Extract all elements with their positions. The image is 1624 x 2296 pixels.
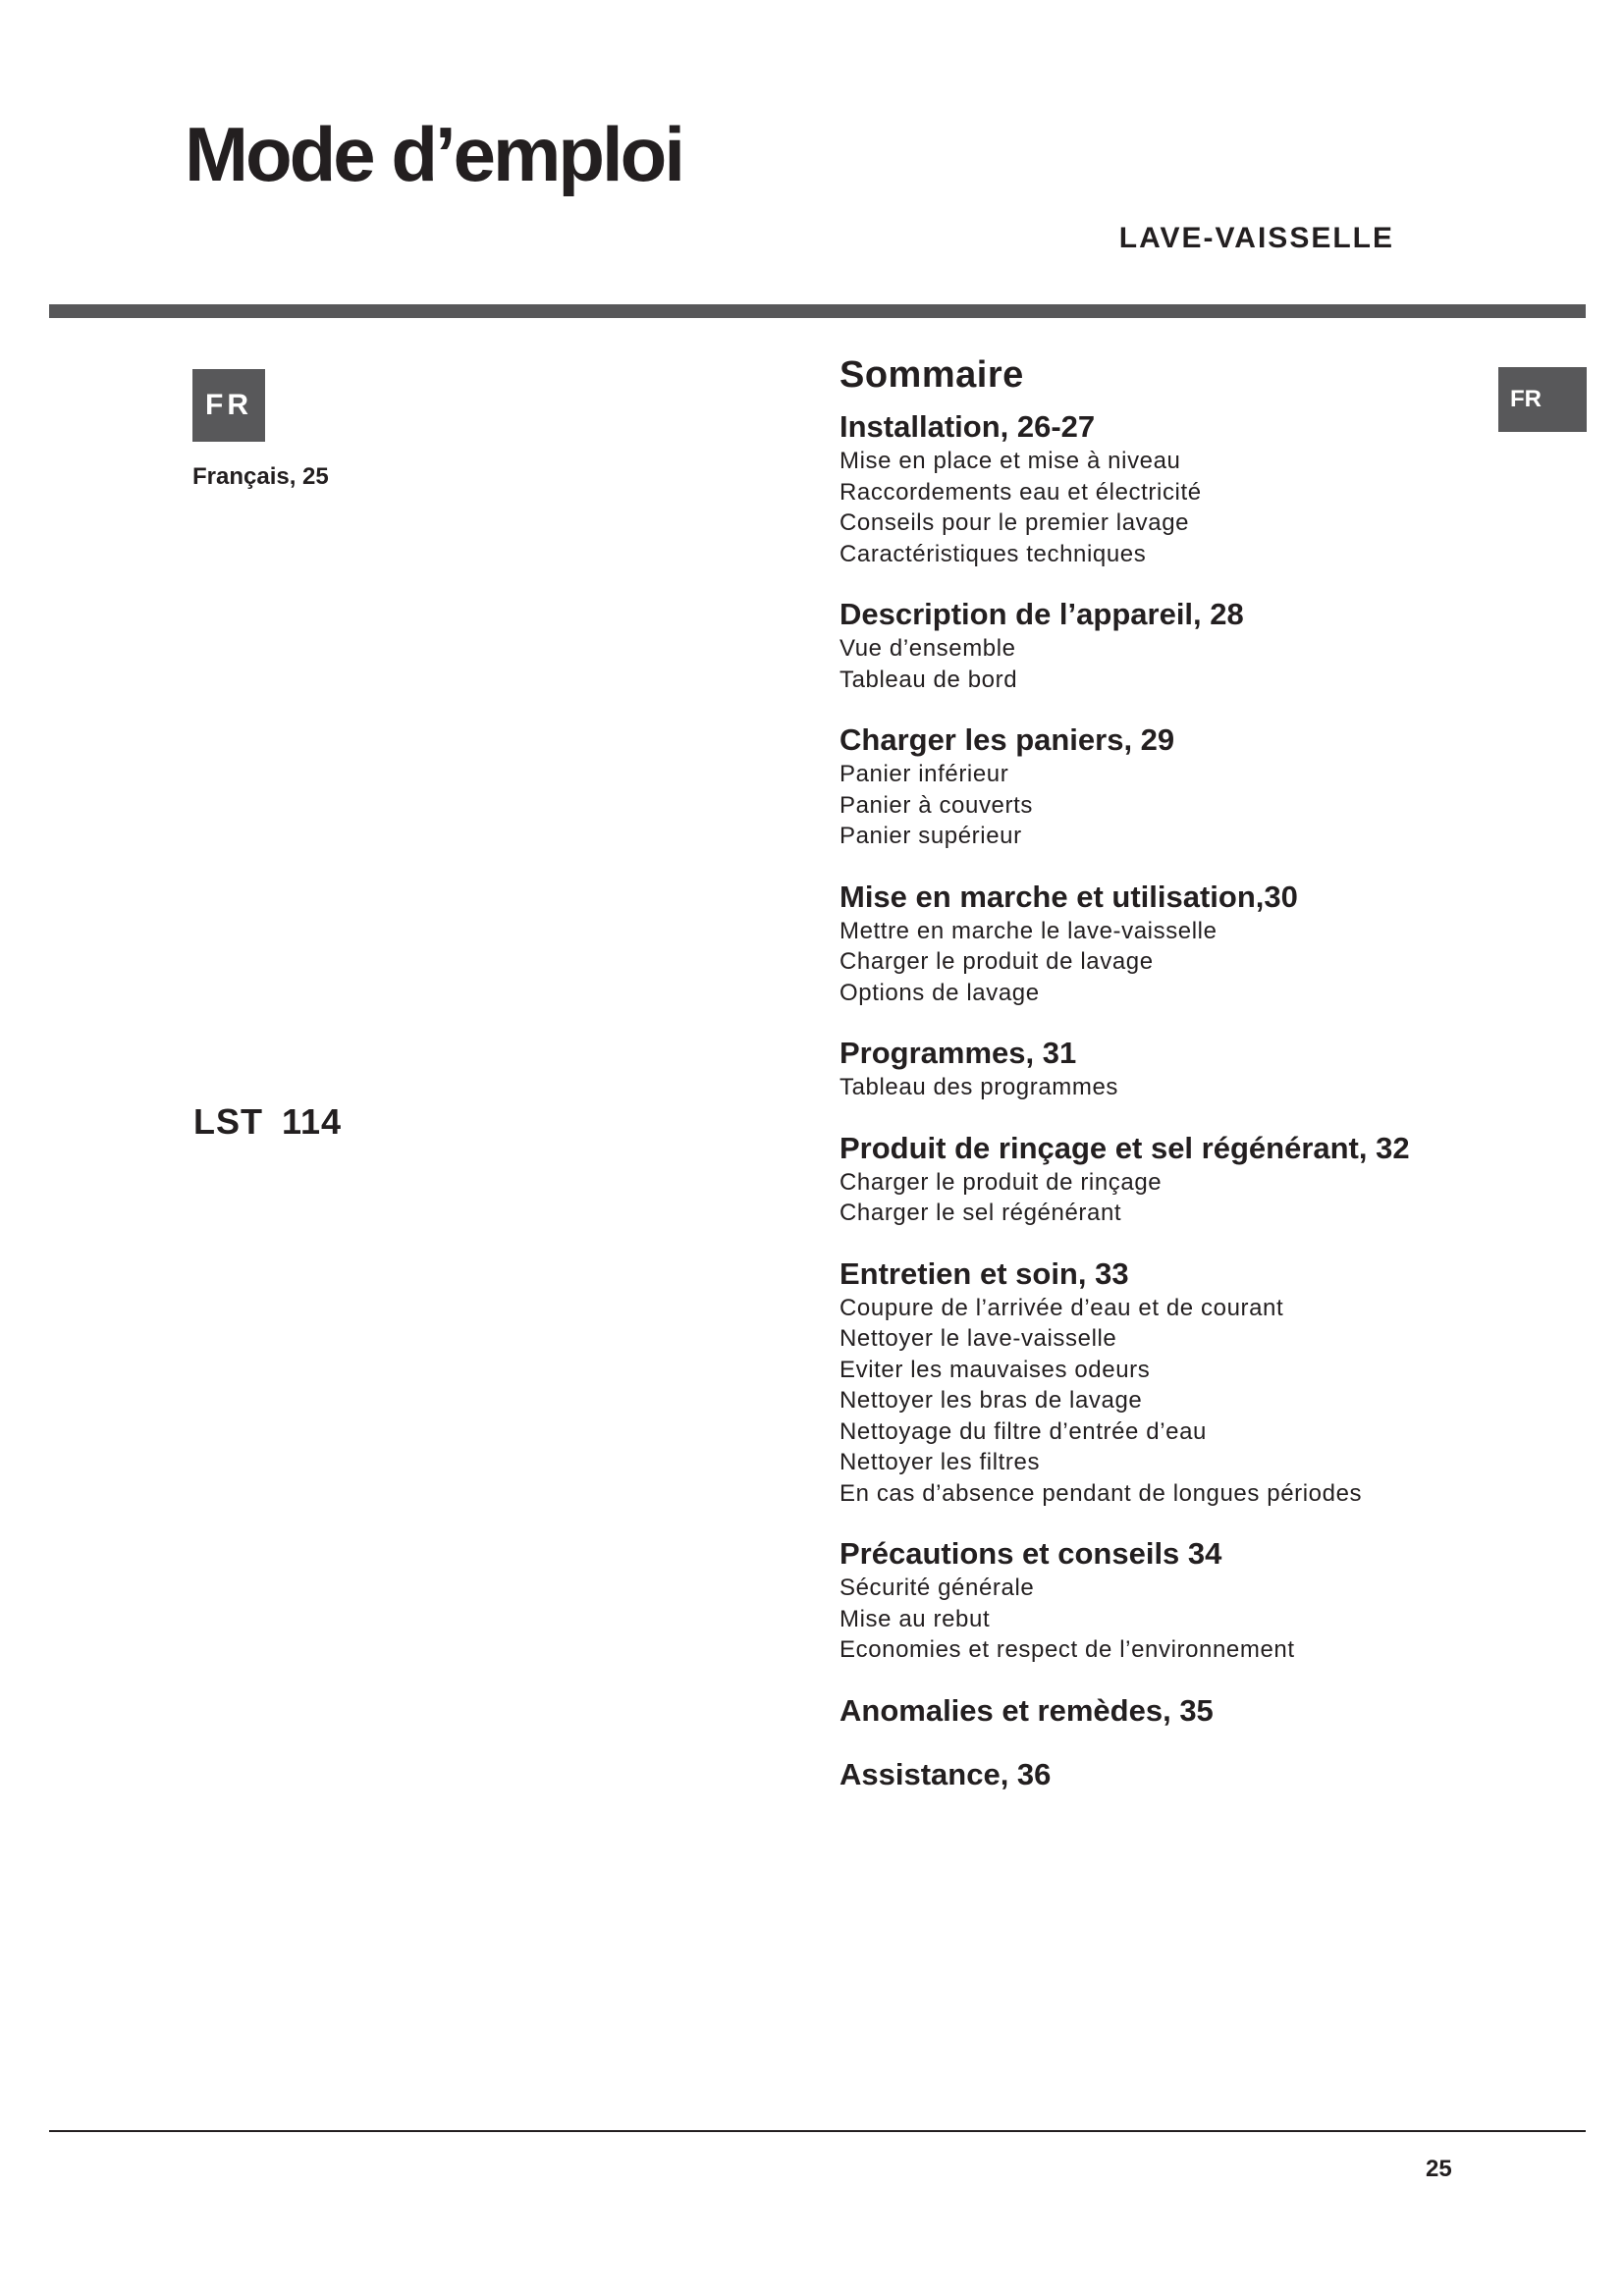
toc-item: Vue d’ensemble [839, 635, 1016, 662]
document-title: Mode d’emploi [185, 111, 682, 197]
toc-section [839, 1035, 1488, 1103]
toc-section [839, 1255, 1488, 1510]
toc-item: Nettoyer les filtres [839, 1449, 1041, 1475]
toc-section-list [839, 408, 1488, 1793]
toc-section [839, 408, 1488, 569]
header-divider [49, 304, 1586, 318]
toc-section [839, 596, 1488, 695]
page-number: 25 [1426, 2156, 1452, 2182]
toc-section [839, 1692, 1488, 1730]
toc-section [839, 1130, 1488, 1229]
toc-item: Conseils pour le premier lavage [839, 509, 1190, 536]
toc-item: En cas d’absence pendant de longues périodes [839, 1479, 1363, 1507]
toc-item: Panier inférieur [839, 761, 1009, 787]
toc-section [839, 1756, 1488, 1793]
language-badge: FR [192, 369, 265, 442]
footer-divider [49, 2130, 1586, 2132]
toc-section-title: Anomalies et remèdes, 35 [839, 1692, 1214, 1728]
toc-item: Panier à couverts [839, 791, 1033, 819]
toc-item: Caractéristiques techniques [839, 540, 1147, 567]
toc-section-title: Produit de rinçage et sel régénérant, 32 [839, 1130, 1410, 1165]
toc-item: Nettoyage du filtre d’entrée d’eau [839, 1417, 1207, 1445]
toc-item: Tableau de bord [839, 666, 1018, 693]
toc-item: Economies et respect de l’environnement [839, 1636, 1295, 1663]
toc-item: Mise en place et mise à niveau [839, 448, 1181, 474]
toc-section-title: Précautions et conseils 34 [839, 1536, 1222, 1571]
product-type-label: LAVE-VAISSELLE [1118, 222, 1394, 254]
toc-section-title: Mise en marche et utilisation,30 [839, 879, 1298, 914]
toc-item: Charger le produit de rinçage [839, 1168, 1163, 1196]
table-of-contents [839, 351, 1488, 1820]
model-number: LST 114 [193, 1101, 343, 1142]
toc-section-title: Charger les paniers, 29 [839, 722, 1175, 757]
language-side-tab: FR [1498, 367, 1587, 432]
toc-item: Charger le sel régénérant [839, 1200, 1122, 1226]
toc-section-title: Installation, 26-27 [839, 409, 1096, 444]
toc-item: Eviter les mauvaises odeurs [839, 1356, 1151, 1383]
toc-section [839, 1535, 1488, 1666]
toc-section-title: Assistance, 36 [839, 1756, 1052, 1791]
toc-item: Nettoyer le lave-vaisselle [839, 1325, 1117, 1352]
toc-item: Coupure de l’arrivée d’eau et de courant [839, 1294, 1284, 1321]
toc-section-title: Description de l’appareil, 28 [839, 597, 1244, 631]
toc-item: Charger le produit de lavage [839, 948, 1154, 975]
toc-item: Mise au rebut [839, 1605, 991, 1632]
toc-item: Mettre en marche le lave-vaisselle [839, 917, 1218, 944]
toc-item: Panier supérieur [839, 823, 1022, 849]
toc-item: Sécurité générale [839, 1575, 1035, 1601]
toc-item: Raccordements eau et électricité [839, 478, 1202, 506]
toc-item: Tableau des programmes [839, 1074, 1119, 1100]
toc-section-title: Entretien et soin, 33 [839, 1255, 1129, 1291]
toc-item: Options de lavage [839, 979, 1040, 1006]
toc-section-title: Programmes, 31 [839, 1036, 1077, 1070]
language-page-reference: Français, 25 [192, 463, 329, 490]
toc-section [839, 879, 1488, 1009]
toc-item: Nettoyer les bras de lavage [839, 1387, 1143, 1414]
toc-section [839, 721, 1488, 852]
toc-heading: Sommaire [839, 354, 1024, 396]
